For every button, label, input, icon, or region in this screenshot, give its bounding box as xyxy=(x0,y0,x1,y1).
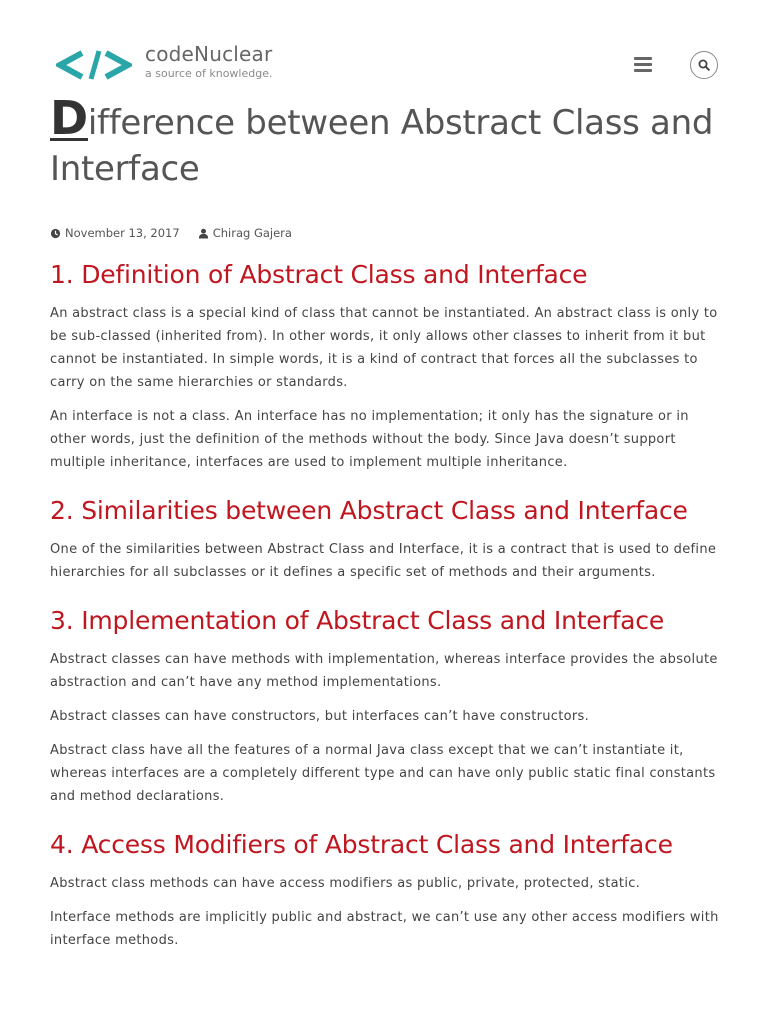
section-1 xyxy=(50,259,722,474)
section-heading: 4. Access Modifiers of Abstract Class and Interface xyxy=(50,830,673,859)
site-header xyxy=(0,0,768,100)
brand[interactable] xyxy=(145,42,272,81)
paragraph: Abstract class methods can have access modifiers as public, private, protected, static. xyxy=(50,876,641,891)
post-author[interactable] xyxy=(198,226,292,240)
code-brackets-logo-icon[interactable] xyxy=(56,45,132,85)
section-3 xyxy=(50,605,722,808)
section-2 xyxy=(50,495,722,584)
paragraph: An interface is not a class. An interface has no implementation; it only has the signature or in other words, just the definition of the methods without the body. Since Java doesn’t support multiple inheritance, interfaces are used to implement multiple inheritance. xyxy=(50,409,689,470)
post-meta xyxy=(50,226,722,240)
paragraph: One of the similarities between Abstract Class and Interface, it is a contract that is used to define hierarchies for all subclasses or it defines a specific set of methods and their arguments. xyxy=(50,542,717,580)
paragraph: Abstract class have all the features of a normal Java class except that we can’t instantiate it, whereas interfaces are a completely different type and can have only public static final constants and method declarations. xyxy=(50,743,716,804)
search-icon xyxy=(698,59,710,71)
hamburger-menu-icon[interactable] xyxy=(634,57,652,73)
section-heading: 2. Similarities between Abstract Class and Interface xyxy=(50,496,688,525)
article xyxy=(50,91,722,952)
paragraph: Interface methods are implicitly public and abstract, we can’t use any other access modifiers with interface methods. xyxy=(50,910,719,948)
search-button[interactable] xyxy=(690,51,718,79)
page-title xyxy=(50,91,722,192)
post-author-text: Chirag Gajera xyxy=(212,226,292,240)
post-date[interactable] xyxy=(50,226,180,240)
section-heading: 3. Implementation of Abstract Class and Interface xyxy=(50,606,665,635)
post-date-text: November 13, 2017 xyxy=(65,226,180,240)
section-4 xyxy=(50,829,722,952)
paragraph: An abstract class is a special kind of class that cannot be instantiated. An abstract class is only to be sub-classed (inherited from). In other words, it only allows other classes to inherit from it but cannot be instantiated. In simple words, it is a kind of contract that forces all the subclasses to carry on the same hierarchies or standards. xyxy=(50,306,718,390)
section-heading: 1. Definition of Abstract Class and Interface xyxy=(50,260,588,289)
paragraph: Abstract classes can have constructors, but interfaces can’t have constructors. xyxy=(50,709,590,724)
title-drop-cap: D xyxy=(50,91,88,145)
site-name: codeNuclear xyxy=(145,42,273,66)
clock-icon xyxy=(50,228,61,239)
site-tagline: a source of knowledge. xyxy=(145,67,273,80)
user-icon xyxy=(198,228,209,239)
title-text: ifference between Abstract Class and Interface xyxy=(50,103,714,189)
paragraph: Abstract classes can have methods with implementation, whereas interface provides the absolute abstraction and can’t have any method implementations. xyxy=(50,652,718,690)
